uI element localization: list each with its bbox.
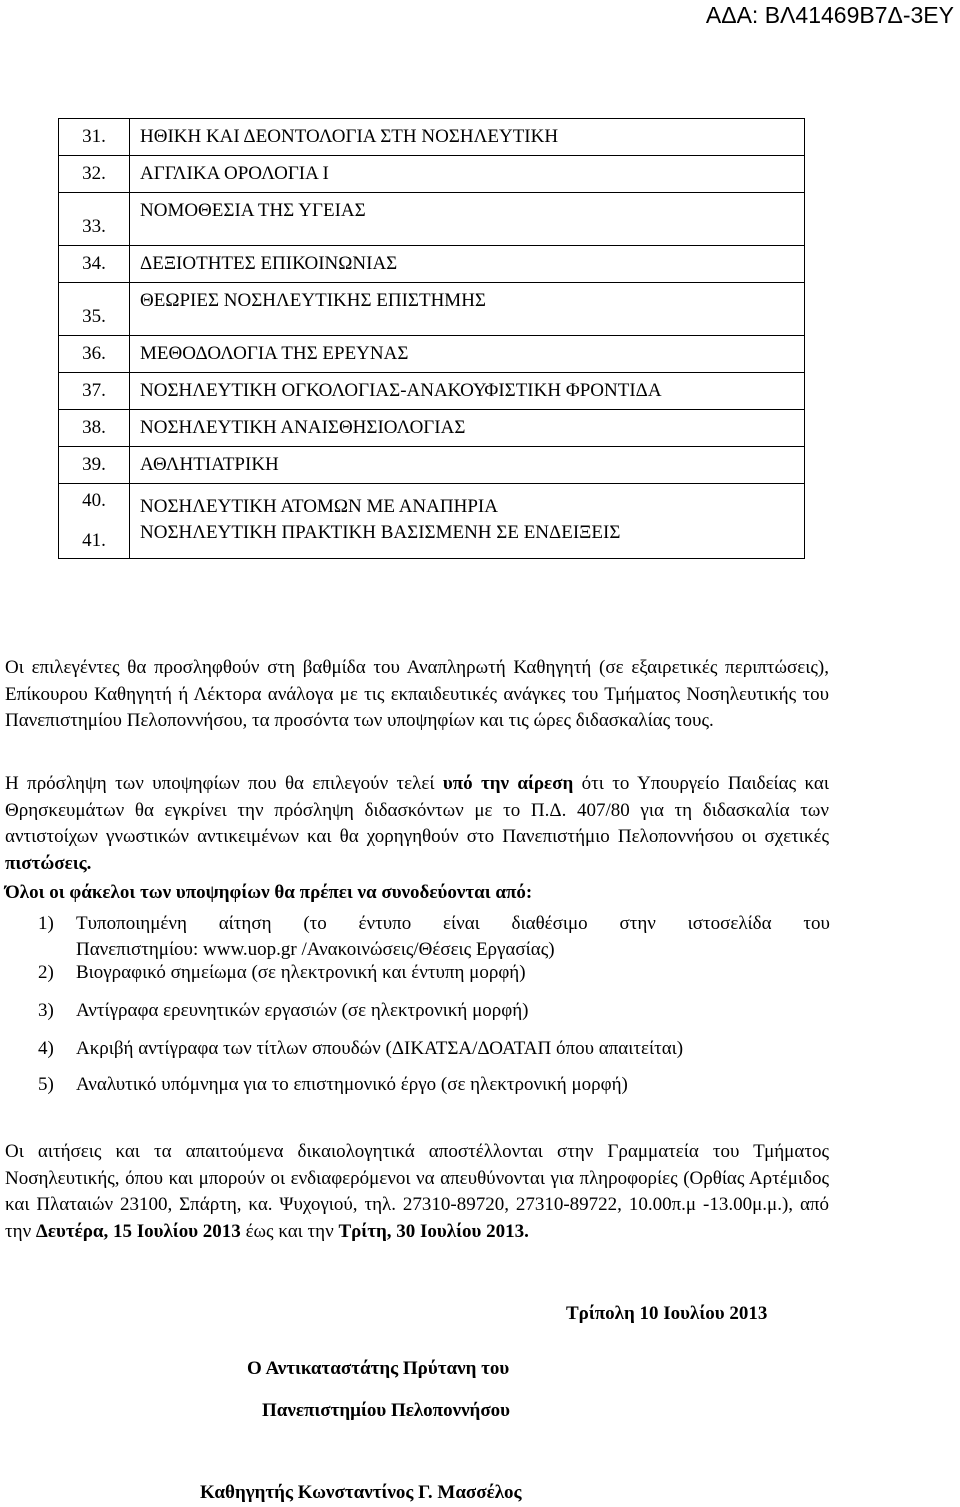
list-item bbox=[38, 998, 830, 1024]
paragraph-selection: Οι επιλεγέντες θα προσληφθούν στη βαθμίδα του Αναπληρωτή Καθηγητή (σε εξαιρετικές περιπτώσεις), Επίκουρου Καθηγητή ή Λέκτορα ανάλογα με τις εκπαιδευτικές ανάγκες του Τμήματος Νοσηλευτικής του Πανεπιστημίου Πελοποννήσου, τα προσόντα των υποψηφίων και τις ώρες διδασκαλίας τους. bbox=[5, 657, 829, 731]
course-number: 33. bbox=[59, 193, 130, 246]
table-row bbox=[59, 246, 805, 283]
table-row bbox=[59, 336, 805, 373]
list-item bbox=[38, 960, 830, 986]
list-number: 3) bbox=[38, 1000, 54, 1021]
word: διαθέσιμο bbox=[511, 913, 588, 934]
table-row bbox=[59, 484, 805, 559]
word: αίτηση bbox=[218, 913, 272, 934]
word: είναι bbox=[443, 913, 480, 934]
course-title: ΝΟΣΗΛΕΥΤΙΚΗ ΑΝΑΙΣΘΗΣΙΟΛΟΓΙΑΣ bbox=[130, 410, 805, 447]
list-text: Αναλυτικό υπόμνημα για το επιστημονικό έργο (σε ηλεκτρονική μορφή) bbox=[76, 1074, 628, 1095]
course-number: 36. bbox=[59, 336, 130, 373]
course-number: 37. bbox=[59, 373, 130, 410]
course-number: 39. bbox=[59, 447, 130, 484]
signatory-institution: Πανεπιστημίου Πελοποννήσου bbox=[262, 1400, 511, 1421]
course-title: ΜΕΘΟΔΟΛΟΓΙΑ ΤΗΣ ΕΡΕΥΝΑΣ bbox=[130, 336, 805, 373]
course-title: ΘΕΩΡΙΕΣ ΝΟΣΗΛΕΥΤΙΚΗΣ ΕΠΙΣΤΗΜΗΣ bbox=[130, 283, 805, 336]
course-number: 38. bbox=[59, 410, 130, 447]
list-item bbox=[38, 911, 830, 963]
list-text: Αντίγραφα ερευνητικών εργασιών (σε ηλεκτρονική μορφή) bbox=[76, 1000, 529, 1021]
course-title: ΑΓΓΛΙΚΑ ΟΡΟΛΟΓΙΑ Ι bbox=[130, 156, 805, 193]
list-item bbox=[38, 1072, 830, 1098]
list-number: 5) bbox=[38, 1074, 54, 1095]
course-number-pair bbox=[59, 484, 130, 559]
course-number: 40. bbox=[82, 490, 106, 511]
paragraph-submission bbox=[5, 1139, 829, 1245]
courses-table bbox=[58, 118, 805, 559]
text-run-bold: Τρίτη, 30 Ιουλίου 2013. bbox=[338, 1220, 529, 1242]
text-run: ότι το Υπουργείο Παιδείας και Θρησκευμάτων θα εγκρίνει την πρόσληψη διδασκόντων με το Π.Δ. 407/80 για τη διδασκαλία των αντιστοίχων γνωστικών αντικειμένων και θα χορηγηθούν στο Πανεπιστήμιο Πελοποννήσου οι σχετικές bbox=[5, 773, 829, 847]
text-run-bold: πιστώσεις. bbox=[5, 852, 92, 874]
word: έντυπο bbox=[358, 913, 412, 934]
course-number: 31. bbox=[59, 119, 130, 156]
signatory-name: Καθηγητής Κωνσταντίνος Γ. Μασσέλος bbox=[200, 1482, 522, 1503]
table-row bbox=[59, 283, 805, 336]
paragraph-condition bbox=[5, 771, 829, 877]
documents-heading: Όλοι οι φάκελοι των υποψηφίων θα πρέπει να συνοδεύονται από: bbox=[5, 882, 533, 903]
list-text: Βιογραφικό σημείωμα (σε ηλεκτρονική και έντυπη μορφή) bbox=[76, 962, 526, 983]
course-title: ΝΟΣΗΛΕΥΤΙΚΗ ΑΤΟΜΩΝ ΜΕ ΑΝΑΠΗΡΙΑ bbox=[140, 496, 498, 517]
table-row bbox=[59, 156, 805, 193]
text-run: έως και την bbox=[240, 1220, 339, 1242]
place-date: Τρίπολη 10 Ιουλίου 2013 bbox=[566, 1303, 768, 1324]
list-number: 2) bbox=[38, 962, 54, 983]
text-run-bold: υπό την αίρεση bbox=[442, 773, 574, 794]
table-row bbox=[59, 410, 805, 447]
course-title: ΝΟΣΗΛΕΥΤΙΚΗ ΟΓΚΟΛΟΓΙΑΣ-ΑΝΑΚΟΥΦΙΣΤΙΚΗ ΦΡΟΝΤΙΔΑ bbox=[130, 373, 805, 410]
word: (το bbox=[303, 913, 327, 934]
list-text: Ακριβή αντίγραφα των τίτλων σπουδών (ΔΙΚΑΤΣΑ/ΔΟΑΤΑΠ όπου απαιτείται) bbox=[76, 1038, 684, 1059]
text-run: Οι αιτήσεις και τα απαιτούμενα δικαιολογητικά αποστέλλονται στην Γραμματεία του Τμήματος Νοσηλευτικής, όπου και μπορούν οι ενδιαφερόμενοι να απευθύνονται για πληροφορίες (Ορθίας Αρτέμιδος και Πλαταιών 23100, Σπάρτη, κα. Ψυχογιού, τηλ. 27310-89720, 27310-89722, 10.00π.μ -13.00μ.μ.), από την bbox=[5, 1141, 829, 1242]
table-row bbox=[59, 119, 805, 156]
course-title: ΗΘΙΚΗ ΚΑΙ ΔΕΟΝΤΟΛΟΓΙΑ ΣΤΗ ΝΟΣΗΛΕΥΤΙΚΗ bbox=[130, 119, 805, 156]
course-title: ΔΕΞΙΟΤΗΤΕΣ ΕΠΙΚΟΙΝΩΝΙΑΣ bbox=[130, 246, 805, 283]
course-number: 34. bbox=[59, 246, 130, 283]
list-item-continuation: Πανεπιστημίου: www.uop.gr /Ανακοινώσεις/Θέσεις Εργασίας) bbox=[76, 939, 555, 960]
table-row bbox=[59, 373, 805, 410]
table-row bbox=[59, 193, 805, 246]
table-row bbox=[59, 447, 805, 484]
text-run-bold: Δευτέρα, 15 Ιουλίου 2013 bbox=[35, 1220, 241, 1242]
word: του bbox=[803, 913, 830, 934]
signatory-role: Ο Αντικαταστάτης Πρύτανη του bbox=[247, 1358, 510, 1379]
course-title: ΝΟΜΟΘΕΣΙΑ ΤΗΣ ΥΓΕΙΑΣ bbox=[130, 193, 805, 246]
word: Τυποποιημένη bbox=[76, 913, 187, 934]
list-number: 1) bbox=[38, 913, 54, 934]
course-title-pair bbox=[130, 484, 805, 559]
word: στην bbox=[619, 913, 656, 934]
word: ιστοσελίδα bbox=[687, 913, 772, 934]
course-title: ΑΘΛΗΤΙΑΤΡΙΚΗ bbox=[130, 447, 805, 484]
course-number: 32. bbox=[59, 156, 130, 193]
list-number: 4) bbox=[38, 1038, 54, 1059]
course-number: 41. bbox=[82, 530, 106, 551]
course-number: 35. bbox=[59, 283, 130, 336]
list-item bbox=[38, 1036, 830, 1062]
course-title: ΝΟΣΗΛΕΥΤΙΚΗ ΠΡΑΚΤΙΚΗ ΒΑΣΙΣΜΕΝΗ ΣΕ ΕΝΔΕΙΞΕΙΣ bbox=[140, 522, 621, 543]
ada-code: ΑΔΑ: ΒΛ41469Β7Δ-3ΕΥ bbox=[705, 2, 954, 28]
text-run: Η πρόσληψη των υποψηφίων που θα επιλεγούν τελεί bbox=[5, 773, 443, 794]
